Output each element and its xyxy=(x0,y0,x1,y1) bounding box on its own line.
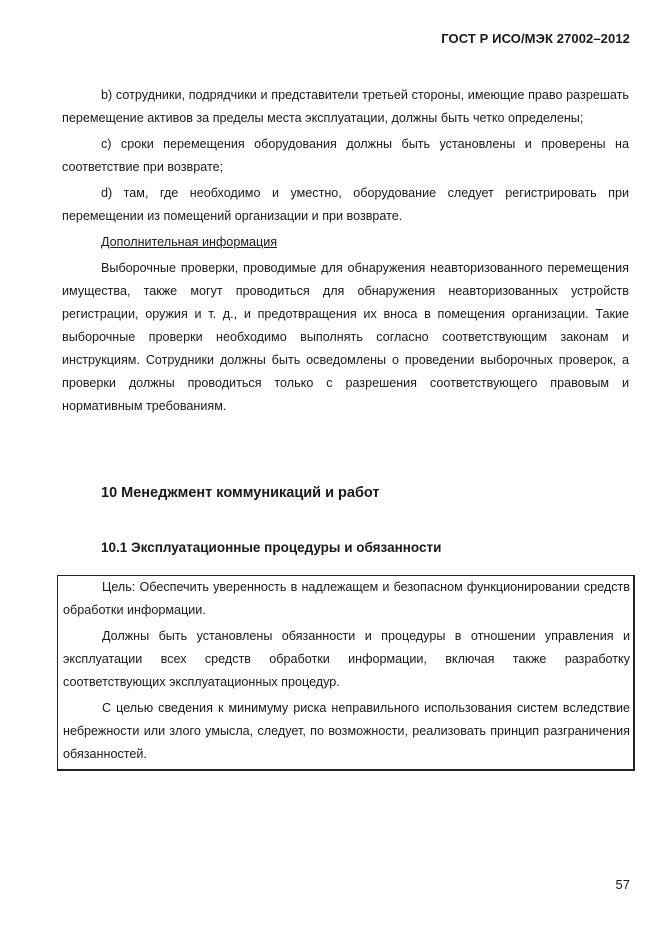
page-number: 57 xyxy=(615,877,630,892)
top-text-block xyxy=(62,84,629,418)
paragraph-item-b: b) сотрудники, подрядчики и представители третьей стороны, имеющие право разрешать перемещение активов за пределы места эксплуатации, должны быть четко определены; xyxy=(62,88,629,125)
paragraph-item-c: c) сроки перемещения оборудования должны быть установлены и проверены на соответствие при возврате; xyxy=(62,137,629,174)
subsection-heading: 10.1 Эксплуатационные процедуры и обязанности xyxy=(101,540,442,555)
section-heading: 10 Менеджмент коммуникаций и работ xyxy=(101,485,380,501)
standard-header: ГОСТ Р ИСО/МЭК 27002–2012 xyxy=(441,31,630,46)
paragraph-item-d: d) там, где необходимо и уместно, оборудование следует регистрировать при перемещении из помещений организации и при возврате. xyxy=(62,186,629,223)
objective-paragraph: Цель: Обеспечить уверенность в надлежащем и безопасном функционировании средств обработки информации. xyxy=(63,580,630,617)
procedures-paragraph: Должны быть установлены обязанности и процедуры в отношении управления и эксплуатации всех средств обработки информации, включая также разработку соответствующих эксплуатационных процедур. xyxy=(63,629,630,689)
objective-box xyxy=(57,575,635,771)
additional-info-text: Выборочные проверки, проводимые для обнаружения неавторизованного перемещения имущества, также могут проводиться для обнаружения неавторизованных устройств регистрации, оружия и т. д., и предотвращения их вноса в помещения организации. Такие выборочные проверки необходимо выполнять согласно соответствующим законам и инструкциям. Сотрудники должны быть осведомлены о проведении выборочных проверок, а проверки должны проводиться только с разрешения соответствующего правовым и нормативным требованиям. xyxy=(62,261,629,413)
segregation-paragraph: С целью сведения к минимуму риска неправильного использования систем вследствие небрежности или злого умысла, следует, по возможности, реализовать принцип разграничения обязанностей. xyxy=(63,701,630,761)
additional-info-heading: Дополнительная информация xyxy=(101,235,278,249)
